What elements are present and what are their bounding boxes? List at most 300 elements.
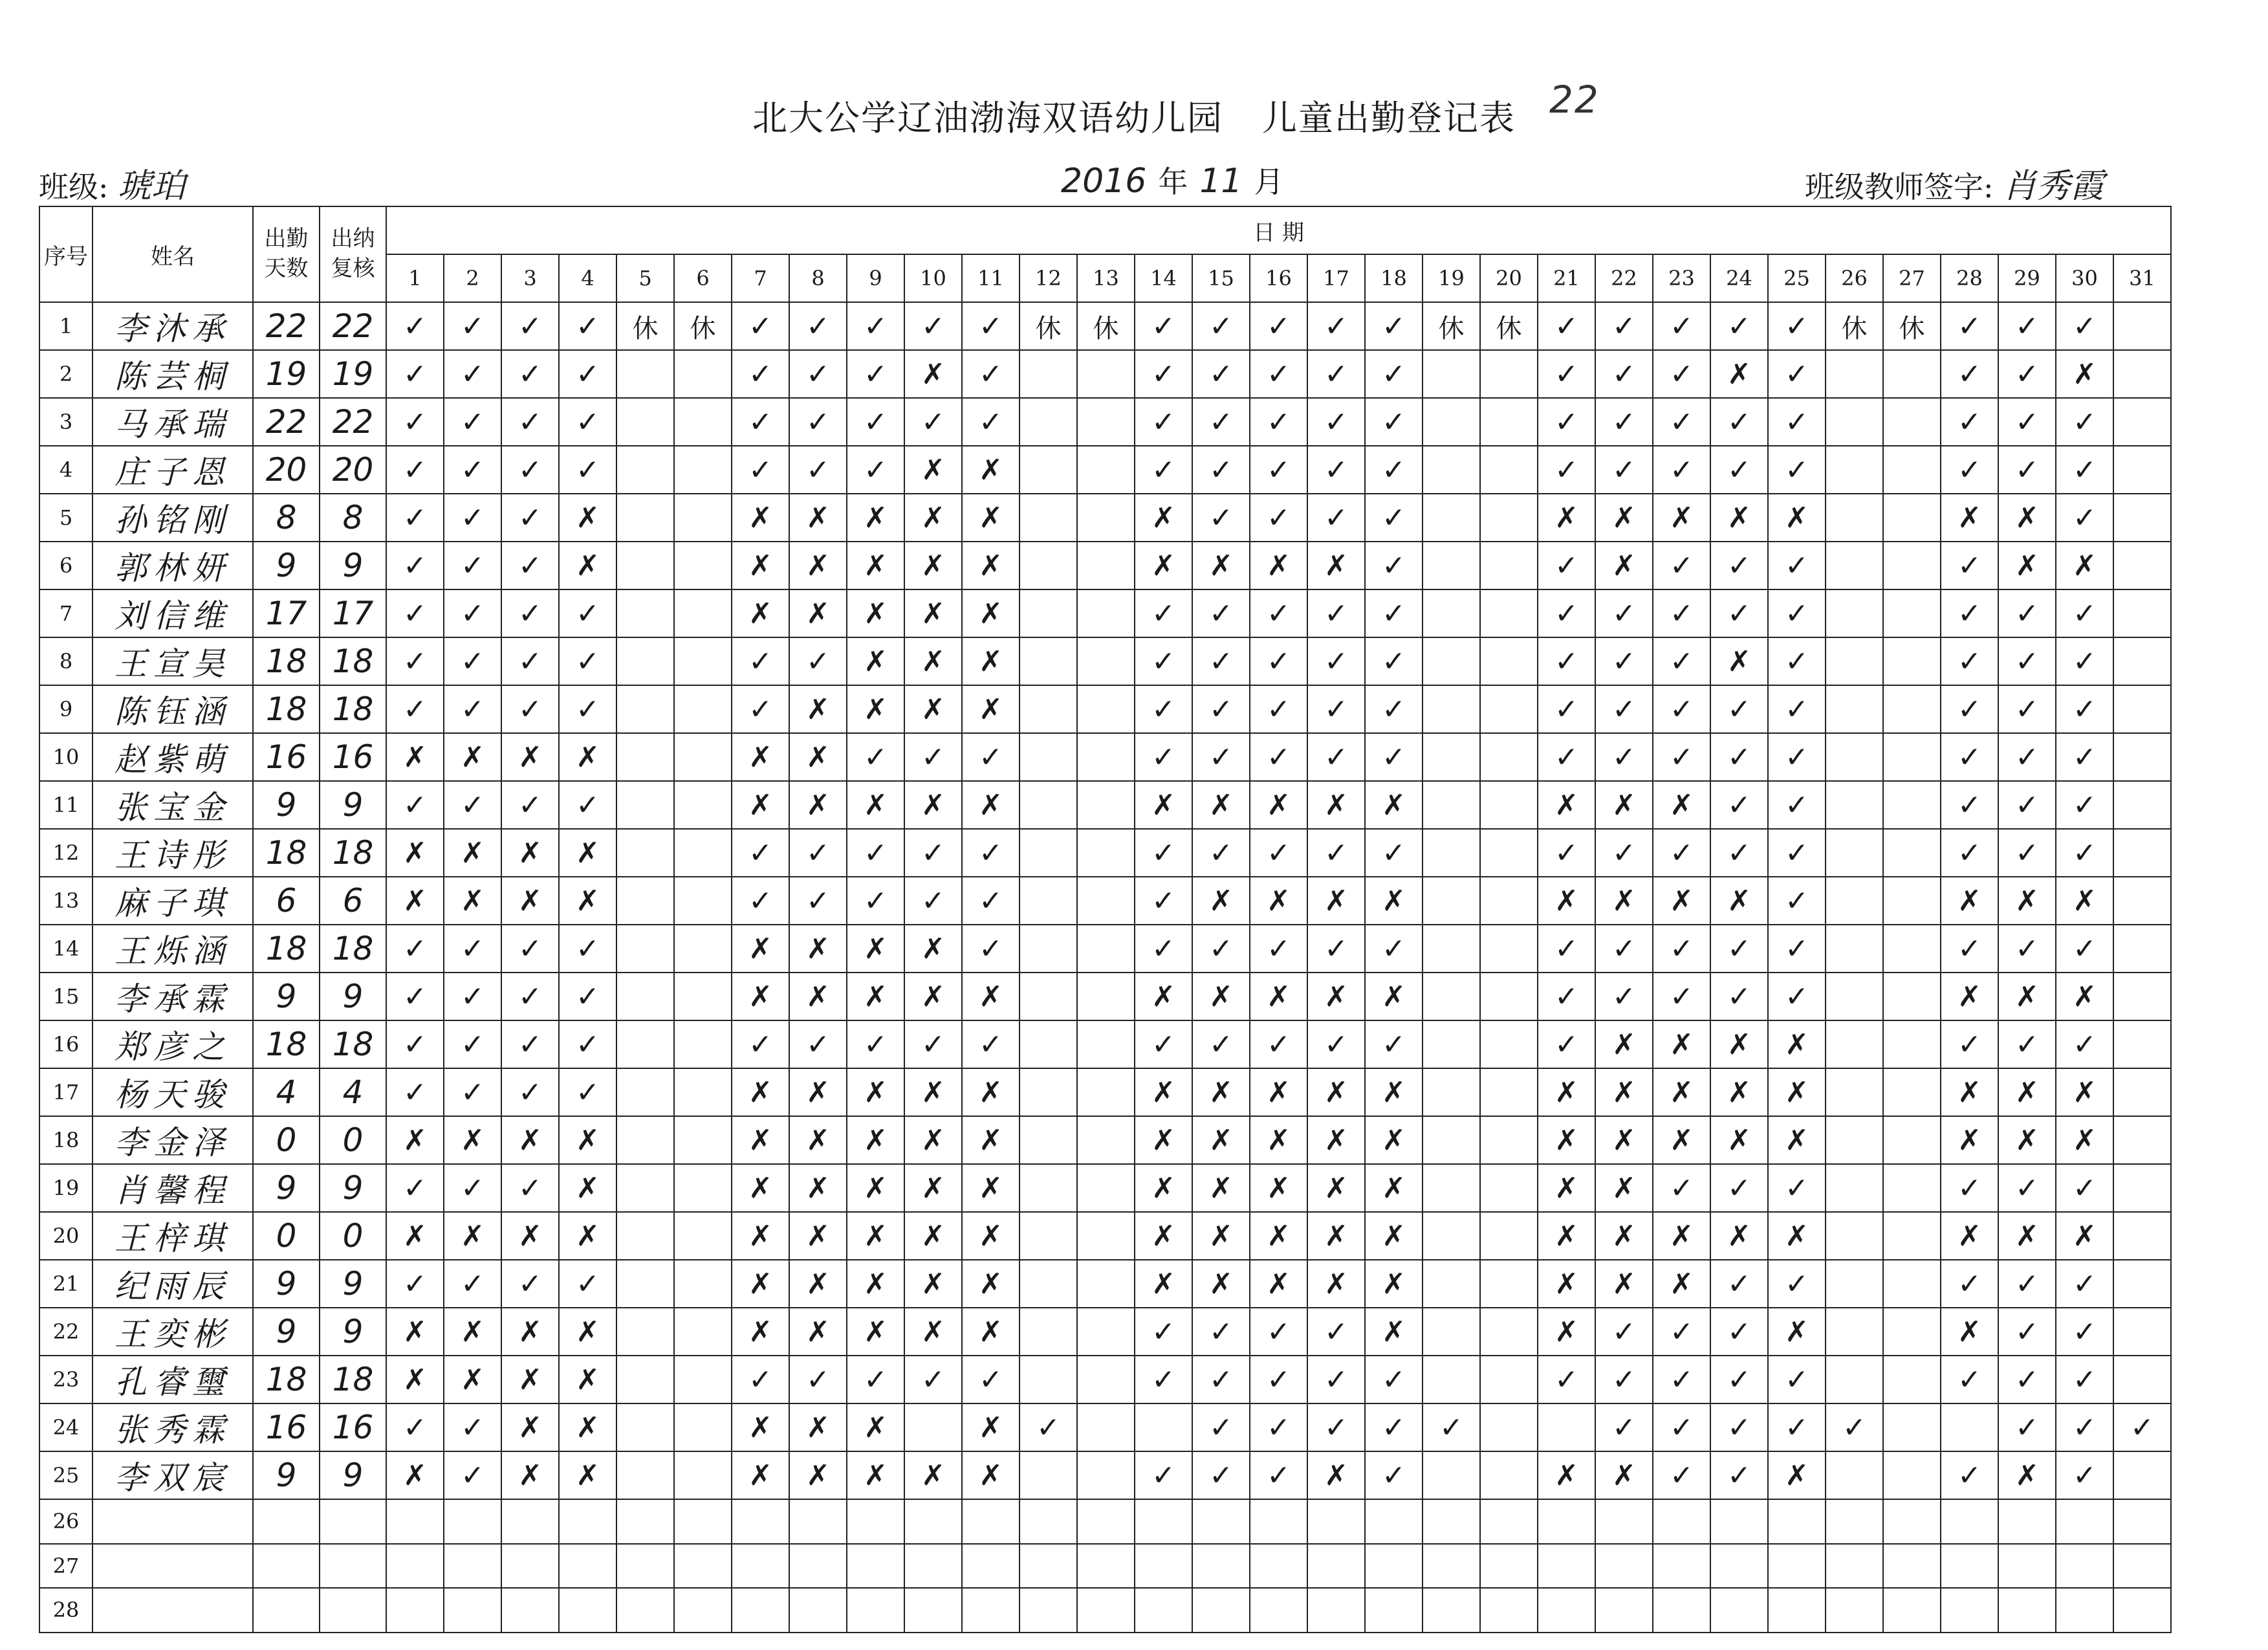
attend-days: 19 xyxy=(253,350,320,398)
absent-mark: ✗ xyxy=(789,925,847,973)
present-mark: ✓ xyxy=(1653,589,1710,637)
empty-cell xyxy=(1883,589,1941,637)
present-mark: ✓ xyxy=(1250,1451,1307,1499)
absent-mark: ✗ xyxy=(904,1260,962,1308)
present-mark: ✓ xyxy=(1595,685,1653,733)
present-mark: ✓ xyxy=(1941,1451,1998,1499)
present-mark: ✓ xyxy=(1307,350,1365,398)
day-header: 21 xyxy=(1538,254,1595,302)
absent-mark: ✗ xyxy=(1250,1068,1307,1116)
absent-mark: ✗ xyxy=(1998,1068,2056,1116)
rest-mark: 休 xyxy=(1423,302,1480,350)
present-mark: ✓ xyxy=(1307,733,1365,781)
present-mark: ✓ xyxy=(444,542,501,589)
empty-cell xyxy=(1077,1308,1135,1356)
empty-cell xyxy=(1423,1068,1480,1116)
day-header: 29 xyxy=(1998,254,2056,302)
present-mark: ✓ xyxy=(1538,446,1595,494)
present-mark: ✓ xyxy=(732,1356,789,1403)
row-seq: 12 xyxy=(39,829,93,877)
empty-cell xyxy=(674,1308,732,1356)
present-mark: ✓ xyxy=(962,350,1020,398)
cashier-check: 20 xyxy=(320,446,386,494)
header-date: 日 期 xyxy=(386,206,2171,254)
present-mark: ✓ xyxy=(1595,637,1653,685)
present-mark: ✓ xyxy=(1710,398,1768,446)
present-mark: ✓ xyxy=(1710,1164,1768,1212)
present-mark: ✓ xyxy=(2056,829,2113,877)
absent-mark: ✗ xyxy=(501,1356,559,1403)
empty-cell xyxy=(674,637,732,685)
empty-cell xyxy=(2113,589,2171,637)
empty-cell xyxy=(616,1164,674,1212)
empty-cell xyxy=(1307,1499,1365,1544)
absent-mark: ✗ xyxy=(904,589,962,637)
empty-cell xyxy=(847,1588,904,1633)
absent-mark: ✗ xyxy=(1595,1164,1653,1212)
absent-mark: ✗ xyxy=(1192,781,1250,829)
present-mark: ✓ xyxy=(1768,302,1826,350)
empty-cell xyxy=(1480,589,1538,637)
present-mark: ✓ xyxy=(789,350,847,398)
absent-mark: ✗ xyxy=(732,494,789,542)
absent-mark: ✗ xyxy=(386,1308,444,1356)
day-header: 28 xyxy=(1941,254,1998,302)
rest-mark: 休 xyxy=(616,302,674,350)
present-mark: ✓ xyxy=(732,829,789,877)
empty-cell xyxy=(1998,1544,2056,1589)
absent-mark: ✗ xyxy=(1192,1116,1250,1164)
attend-days: 9 xyxy=(253,973,320,1020)
present-mark: ✓ xyxy=(559,1020,616,1068)
day-header: 3 xyxy=(501,254,559,302)
empty-cell xyxy=(1077,1544,1135,1589)
empty-cell xyxy=(1710,1588,1768,1633)
empty-cell xyxy=(1826,1020,1883,1068)
present-mark: ✓ xyxy=(1710,302,1768,350)
empty-cell xyxy=(1998,1588,2056,1633)
present-mark: ✓ xyxy=(904,877,962,925)
present-mark: ✓ xyxy=(1250,733,1307,781)
present-mark: ✓ xyxy=(1538,733,1595,781)
empty-cell xyxy=(1480,1588,1538,1633)
rest-mark: 休 xyxy=(1826,302,1883,350)
present-mark: ✓ xyxy=(732,1020,789,1068)
present-mark: ✓ xyxy=(1653,1451,1710,1499)
absent-mark: ✗ xyxy=(501,1403,559,1451)
empty-cell xyxy=(1710,1544,1768,1589)
absent-mark: ✗ xyxy=(559,1403,616,1451)
table-row xyxy=(39,1451,2171,1499)
empty-cell xyxy=(1883,973,1941,1020)
present-mark: ✓ xyxy=(1365,398,1423,446)
present-mark: ✓ xyxy=(847,733,904,781)
empty-cell xyxy=(1826,685,1883,733)
empty-cell xyxy=(1077,685,1135,733)
present-mark: ✓ xyxy=(1941,925,1998,973)
absent-mark: ✗ xyxy=(386,1212,444,1260)
present-mark: ✓ xyxy=(1538,302,1595,350)
row-seq: 11 xyxy=(39,781,93,829)
empty-cell xyxy=(2113,302,2171,350)
absent-mark: ✗ xyxy=(1135,1260,1192,1308)
absent-mark: ✗ xyxy=(1998,1451,2056,1499)
present-mark: ✓ xyxy=(1998,1260,2056,1308)
absent-mark: ✗ xyxy=(1135,973,1192,1020)
attend-days: 22 xyxy=(253,398,320,446)
absent-mark: ✗ xyxy=(501,1451,559,1499)
absent-mark: ✗ xyxy=(962,1308,1020,1356)
day-header: 31 xyxy=(2113,254,2171,302)
empty-cell xyxy=(2113,494,2171,542)
present-mark: ✓ xyxy=(732,446,789,494)
absent-mark: ✗ xyxy=(1135,1212,1192,1260)
absent-mark: ✗ xyxy=(1365,1116,1423,1164)
absent-mark: ✗ xyxy=(789,685,847,733)
day-header: 19 xyxy=(1423,254,1480,302)
absent-mark: ✗ xyxy=(501,1212,559,1260)
present-mark: ✓ xyxy=(1365,494,1423,542)
absent-mark: ✗ xyxy=(1768,1020,1826,1068)
empty-cell xyxy=(674,781,732,829)
present-mark: ✓ xyxy=(1250,925,1307,973)
absent-mark: ✗ xyxy=(732,973,789,1020)
present-mark: ✓ xyxy=(1307,1020,1365,1068)
empty-cell xyxy=(2113,1544,2171,1589)
empty-cell xyxy=(2113,1068,2171,1116)
empty-cell xyxy=(2113,1212,2171,1260)
empty-cell xyxy=(1883,350,1941,398)
absent-mark: ✗ xyxy=(559,877,616,925)
empty-cell xyxy=(1480,1308,1538,1356)
present-mark: ✓ xyxy=(1710,925,1768,973)
absent-mark: ✗ xyxy=(904,1116,962,1164)
absent-mark: ✗ xyxy=(1192,1164,1250,1212)
cashier-check: 16 xyxy=(320,733,386,781)
present-mark: ✓ xyxy=(1307,685,1365,733)
empty-cell xyxy=(2113,1451,2171,1499)
day-header: 14 xyxy=(1135,254,1192,302)
empty-cell xyxy=(1077,1588,1135,1633)
absent-mark: ✗ xyxy=(1768,494,1826,542)
present-mark: ✓ xyxy=(1365,637,1423,685)
absent-mark: ✗ xyxy=(962,589,1020,637)
absent-mark: ✗ xyxy=(1595,1212,1653,1260)
present-mark: ✓ xyxy=(1595,1403,1653,1451)
empty-cell xyxy=(674,1451,732,1499)
absent-mark: ✗ xyxy=(789,1403,847,1451)
empty-cell xyxy=(2056,1588,2113,1633)
empty-cell xyxy=(386,1544,444,1589)
present-mark: ✓ xyxy=(1250,398,1307,446)
present-mark: ✓ xyxy=(789,1020,847,1068)
present-mark: ✓ xyxy=(501,781,559,829)
present-mark: ✓ xyxy=(1998,733,2056,781)
present-mark: ✓ xyxy=(1710,1451,1768,1499)
present-mark: ✓ xyxy=(559,350,616,398)
absent-mark: ✗ xyxy=(501,829,559,877)
absent-mark: ✗ xyxy=(847,973,904,1020)
empty-cell xyxy=(674,733,732,781)
empty-cell xyxy=(1423,542,1480,589)
absent-mark: ✗ xyxy=(1307,1451,1365,1499)
empty-cell xyxy=(2113,1164,2171,1212)
present-mark: ✓ xyxy=(501,1260,559,1308)
present-mark: ✓ xyxy=(1365,1451,1423,1499)
absent-mark: ✗ xyxy=(1595,1260,1653,1308)
present-mark: ✓ xyxy=(1768,781,1826,829)
absent-mark: ✗ xyxy=(962,637,1020,685)
absent-mark: ✗ xyxy=(1538,1212,1595,1260)
attend-days: 17 xyxy=(253,589,320,637)
empty-cell xyxy=(1077,781,1135,829)
absent-mark: ✗ xyxy=(1365,1308,1423,1356)
cashier-check: 9 xyxy=(320,1164,386,1212)
present-mark: ✓ xyxy=(2056,1403,2113,1451)
empty-cell xyxy=(1826,877,1883,925)
child-name: 李承霖 xyxy=(93,973,253,1020)
absent-mark: ✗ xyxy=(386,1116,444,1164)
absent-mark: ✗ xyxy=(2056,542,2113,589)
empty-cell xyxy=(1077,733,1135,781)
empty-cell xyxy=(1077,1068,1135,1116)
absent-mark: ✗ xyxy=(444,1212,501,1260)
empty-cell xyxy=(1480,781,1538,829)
empty-cell xyxy=(1077,1164,1135,1212)
empty-cell xyxy=(1538,1403,1595,1451)
absent-mark: ✗ xyxy=(1538,1451,1595,1499)
absent-mark: ✗ xyxy=(1768,1308,1826,1356)
empty-cell xyxy=(1077,829,1135,877)
teacher-signature: 肖秀霞 xyxy=(2003,167,2104,206)
table-row xyxy=(39,829,2171,877)
present-mark: ✓ xyxy=(1653,637,1710,685)
present-mark: ✓ xyxy=(501,1020,559,1068)
empty-cell xyxy=(1826,1544,1883,1589)
empty-cell xyxy=(732,1588,789,1633)
absent-mark: ✗ xyxy=(386,1356,444,1403)
present-mark: ✓ xyxy=(1998,685,2056,733)
header-attend-days: 出勤天数 xyxy=(253,206,320,302)
empty-cell xyxy=(1941,1403,1998,1451)
empty-cell xyxy=(1020,350,1077,398)
present-mark: ✓ xyxy=(501,637,559,685)
empty-cell xyxy=(1423,1020,1480,1068)
empty-cell xyxy=(386,1499,444,1544)
child-name: 王烁涵 xyxy=(93,925,253,973)
empty-cell xyxy=(616,1356,674,1403)
absent-mark: ✗ xyxy=(559,1451,616,1499)
present-mark: ✓ xyxy=(847,302,904,350)
present-mark: ✓ xyxy=(1250,302,1307,350)
empty-cell xyxy=(1020,446,1077,494)
present-mark: ✓ xyxy=(559,1068,616,1116)
present-mark: ✓ xyxy=(962,302,1020,350)
absent-mark: ✗ xyxy=(1941,1308,1998,1356)
absent-mark: ✗ xyxy=(1941,494,1998,542)
present-mark: ✓ xyxy=(2056,1164,2113,1212)
empty-cell xyxy=(904,1403,962,1451)
absent-mark: ✗ xyxy=(789,542,847,589)
absent-mark: ✗ xyxy=(732,733,789,781)
empty-cell xyxy=(2056,1499,2113,1544)
empty-cell xyxy=(559,1588,616,1633)
empty-cell xyxy=(616,446,674,494)
empty-cell xyxy=(1480,1164,1538,1212)
row-seq: 23 xyxy=(39,1356,93,1403)
rest-mark: 休 xyxy=(1480,302,1538,350)
empty-cell xyxy=(1020,637,1077,685)
absent-mark: ✗ xyxy=(1250,1164,1307,1212)
absent-mark: ✗ xyxy=(1941,973,1998,1020)
absent-mark: ✗ xyxy=(847,542,904,589)
attend-days: 9 xyxy=(253,1451,320,1499)
absent-mark: ✗ xyxy=(1710,1212,1768,1260)
child-name: 庄子恩 xyxy=(93,446,253,494)
present-mark: ✓ xyxy=(1998,829,2056,877)
present-mark: ✓ xyxy=(1135,446,1192,494)
absent-mark: ✗ xyxy=(1941,1116,1998,1164)
absent-mark: ✗ xyxy=(904,1164,962,1212)
present-mark: ✓ xyxy=(1710,589,1768,637)
absent-mark: ✗ xyxy=(444,877,501,925)
cashier-check: 8 xyxy=(320,494,386,542)
present-mark: ✓ xyxy=(1595,398,1653,446)
cashier-check: 9 xyxy=(320,542,386,589)
absent-mark: ✗ xyxy=(1538,1164,1595,1212)
attend-days: 9 xyxy=(253,1308,320,1356)
present-mark: ✓ xyxy=(1192,446,1250,494)
empty-cell xyxy=(2113,973,2171,1020)
empty-cell xyxy=(616,1403,674,1451)
present-mark: ✓ xyxy=(444,302,501,350)
absent-mark: ✗ xyxy=(1365,973,1423,1020)
empty-cell xyxy=(1020,925,1077,973)
present-mark: ✓ xyxy=(1710,446,1768,494)
present-mark: ✓ xyxy=(1595,1308,1653,1356)
absent-mark: ✗ xyxy=(559,1116,616,1164)
empty-cell xyxy=(1423,733,1480,781)
present-mark: ✓ xyxy=(386,1260,444,1308)
absent-mark: ✗ xyxy=(1653,1020,1710,1068)
present-mark: ✓ xyxy=(1365,302,1423,350)
table-row xyxy=(39,1020,2171,1068)
present-mark: ✓ xyxy=(1768,637,1826,685)
empty-cell xyxy=(1883,781,1941,829)
day-header: 10 xyxy=(904,254,962,302)
empty-cell xyxy=(1077,877,1135,925)
child-name: 张秀霖 xyxy=(93,1403,253,1451)
present-mark: ✓ xyxy=(2056,1356,2113,1403)
present-mark: ✓ xyxy=(732,685,789,733)
empty-cell xyxy=(1077,925,1135,973)
empty-cell xyxy=(1250,1499,1307,1544)
absent-mark: ✗ xyxy=(789,494,847,542)
empty-cell xyxy=(1480,1116,1538,1164)
absent-mark: ✗ xyxy=(1307,973,1365,1020)
present-mark: ✓ xyxy=(386,350,444,398)
empty-cell xyxy=(1192,1544,1250,1589)
cashier-check: 9 xyxy=(320,1260,386,1308)
present-mark: ✓ xyxy=(444,685,501,733)
empty-cell xyxy=(1423,781,1480,829)
present-mark: ✓ xyxy=(386,1068,444,1116)
empty-cell xyxy=(2113,1260,2171,1308)
empty-cell xyxy=(1423,1308,1480,1356)
present-mark: ✓ xyxy=(1998,1308,2056,1356)
present-mark: ✓ xyxy=(1307,1308,1365,1356)
present-mark: ✓ xyxy=(1710,685,1768,733)
empty-cell xyxy=(1192,1588,1250,1633)
present-mark: ✓ xyxy=(1365,446,1423,494)
empty-cell xyxy=(616,398,674,446)
row-seq: 2 xyxy=(39,350,93,398)
present-mark: ✓ xyxy=(2056,925,2113,973)
empty-cell xyxy=(962,1588,1020,1633)
empty-cell xyxy=(1826,1308,1883,1356)
empty-cell xyxy=(616,1068,674,1116)
absent-mark: ✗ xyxy=(1307,542,1365,589)
present-mark: ✓ xyxy=(1192,350,1250,398)
present-mark: ✓ xyxy=(1192,925,1250,973)
present-mark: ✓ xyxy=(2056,589,2113,637)
attend-days: 18 xyxy=(253,1356,320,1403)
present-mark: ✓ xyxy=(386,494,444,542)
cashier-check: 18 xyxy=(320,1020,386,1068)
empty-cell xyxy=(1826,1588,1883,1633)
teacher-signature-field xyxy=(1805,159,2104,207)
absent-mark: ✗ xyxy=(1250,1116,1307,1164)
present-mark: ✓ xyxy=(1135,1020,1192,1068)
present-mark: ✓ xyxy=(1365,733,1423,781)
absent-mark: ✗ xyxy=(962,446,1020,494)
empty-cell xyxy=(1480,1020,1538,1068)
empty-cell xyxy=(1480,1451,1538,1499)
present-mark: ✓ xyxy=(1998,781,2056,829)
absent-mark: ✗ xyxy=(904,1308,962,1356)
present-mark: ✓ xyxy=(501,350,559,398)
present-mark: ✓ xyxy=(2056,781,2113,829)
child-name: 王诗彤 xyxy=(93,829,253,877)
present-mark: ✓ xyxy=(847,350,904,398)
empty-cell xyxy=(616,542,674,589)
empty-cell xyxy=(1768,1544,1826,1589)
absent-mark: ✗ xyxy=(1365,1212,1423,1260)
absent-mark: ✗ xyxy=(847,637,904,685)
day-header: 9 xyxy=(847,254,904,302)
present-mark: ✓ xyxy=(1250,446,1307,494)
absent-mark: ✗ xyxy=(1307,781,1365,829)
present-mark: ✓ xyxy=(1307,1356,1365,1403)
absent-mark: ✗ xyxy=(732,1116,789,1164)
empty-cell xyxy=(1423,1116,1480,1164)
teacher-label: 班级教师签字: xyxy=(1805,170,1994,204)
present-mark: ✓ xyxy=(1653,829,1710,877)
day-header: 24 xyxy=(1710,254,1768,302)
present-mark: ✓ xyxy=(1135,829,1192,877)
cashier-check: 18 xyxy=(320,1356,386,1403)
table-row xyxy=(39,973,2171,1020)
present-mark: ✓ xyxy=(386,685,444,733)
row-seq: 1 xyxy=(39,302,93,350)
absent-mark: ✗ xyxy=(1538,1116,1595,1164)
present-mark: ✓ xyxy=(1365,685,1423,733)
absent-mark: ✗ xyxy=(732,1068,789,1116)
present-mark: ✓ xyxy=(1135,685,1192,733)
empty-cell xyxy=(1883,877,1941,925)
child-name: 王梓琪 xyxy=(93,1212,253,1260)
empty-cell xyxy=(1077,1260,1135,1308)
